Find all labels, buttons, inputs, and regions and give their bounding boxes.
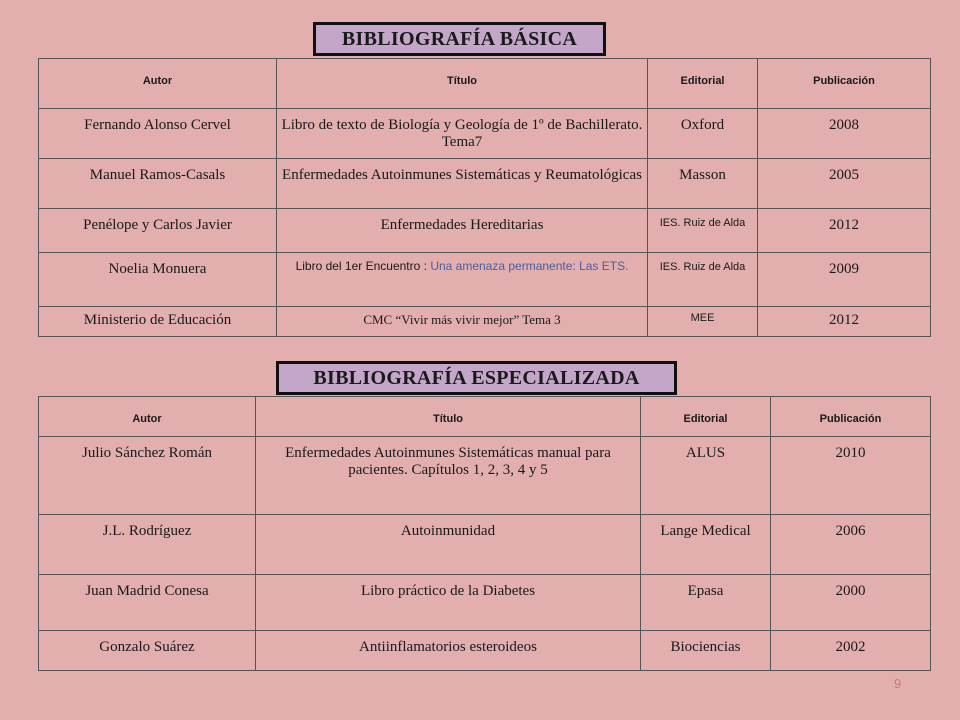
specialized-bibliography-table bbox=[38, 396, 931, 671]
cell-editorial: Lange Medical bbox=[641, 515, 771, 575]
cell-titulo bbox=[277, 253, 648, 307]
cell-editorial: Epasa bbox=[641, 575, 771, 631]
basic-bibliography-table bbox=[38, 58, 931, 337]
table-row bbox=[39, 515, 931, 575]
cell-autor: Fernando Alonso Cervel bbox=[39, 109, 277, 159]
cell-publicacion: 2008 bbox=[758, 109, 931, 159]
header-autor: Autor bbox=[39, 397, 256, 437]
header-editorial: Editorial bbox=[648, 59, 758, 109]
cell-titulo: Enfermedades Autoinmunes Sistemáticas manual para pacientes. Capítulos 1, 2, 3, 4 y 5 bbox=[256, 437, 641, 515]
header-publicacion: Publicación bbox=[758, 59, 931, 109]
cell-publicacion: 2012 bbox=[758, 209, 931, 253]
table-row bbox=[39, 109, 931, 159]
title-end: . bbox=[625, 259, 629, 273]
table-row bbox=[39, 253, 931, 307]
table-row bbox=[39, 631, 931, 671]
cell-autor: Manuel Ramos-Casals bbox=[39, 159, 277, 209]
cell-publicacion: 2000 bbox=[771, 575, 931, 631]
table-header-row bbox=[39, 59, 931, 109]
cell-editorial: ALUS bbox=[641, 437, 771, 515]
specialized-bibliography-title: BIBLIOGRAFÍA ESPECIALIZADA bbox=[276, 361, 677, 395]
table-row bbox=[39, 307, 931, 337]
cell-autor: Juan Madrid Conesa bbox=[39, 575, 256, 631]
cell-editorial: IES. Ruiz de Alda bbox=[648, 209, 758, 253]
cell-autor: Gonzalo Suárez bbox=[39, 631, 256, 671]
table-header-row bbox=[39, 397, 931, 437]
header-autor: Autor bbox=[39, 59, 277, 109]
cell-autor: Julio Sánchez Román bbox=[39, 437, 256, 515]
table-row bbox=[39, 575, 931, 631]
cell-autor: J.L. Rodríguez bbox=[39, 515, 256, 575]
cell-autor: Penélope y Carlos Javier bbox=[39, 209, 277, 253]
cell-editorial: IES. Ruiz de Alda bbox=[648, 253, 758, 307]
page-number: 9 bbox=[894, 676, 902, 691]
table-row bbox=[39, 159, 931, 209]
cell-titulo: Enfermedades Autoinmunes Sistemáticas y Reumatológicas bbox=[277, 159, 648, 209]
cell-editorial: Oxford bbox=[648, 109, 758, 159]
cell-titulo: Enfermedades Hereditarias bbox=[277, 209, 648, 253]
header-titulo: Título bbox=[277, 59, 648, 109]
cell-publicacion: 2002 bbox=[771, 631, 931, 671]
cell-publicacion: 2005 bbox=[758, 159, 931, 209]
cell-publicacion: 2012 bbox=[758, 307, 931, 337]
basic-bibliography-title: BIBLIOGRAFÍA BÁSICA bbox=[313, 22, 606, 56]
cell-titulo: Autoinmunidad bbox=[256, 515, 641, 575]
cell-titulo: Antiinflamatorios esteroideos bbox=[256, 631, 641, 671]
cell-autor: Ministerio de Educación bbox=[39, 307, 277, 337]
cell-titulo: CMC “Vivir más vivir mejor” Tema 3 bbox=[277, 307, 648, 337]
cell-editorial: Biociencias bbox=[641, 631, 771, 671]
cell-publicacion: 2010 bbox=[771, 437, 931, 515]
header-titulo: Título bbox=[256, 397, 641, 437]
header-editorial: Editorial bbox=[641, 397, 771, 437]
title-link[interactable]: Una amenaza permanente: Las ETS bbox=[430, 259, 626, 273]
cell-autor: Noelia Monuera bbox=[39, 253, 277, 307]
header-publicacion: Publicación bbox=[771, 397, 931, 437]
cell-titulo-prefix: Libro del 1er Encuentro : bbox=[295, 259, 431, 273]
cell-titulo: Libro práctico de la Diabetes bbox=[256, 575, 641, 631]
cell-editorial: MEE bbox=[648, 307, 758, 337]
cell-publicacion: 2006 bbox=[771, 515, 931, 575]
cell-editorial: Masson bbox=[648, 159, 758, 209]
cell-titulo: Libro de texto de Biología y Geología de 1º de Bachillerato. Tema7 bbox=[277, 109, 648, 159]
table-row bbox=[39, 209, 931, 253]
cell-publicacion: 2009 bbox=[758, 253, 931, 307]
table-row bbox=[39, 437, 931, 515]
